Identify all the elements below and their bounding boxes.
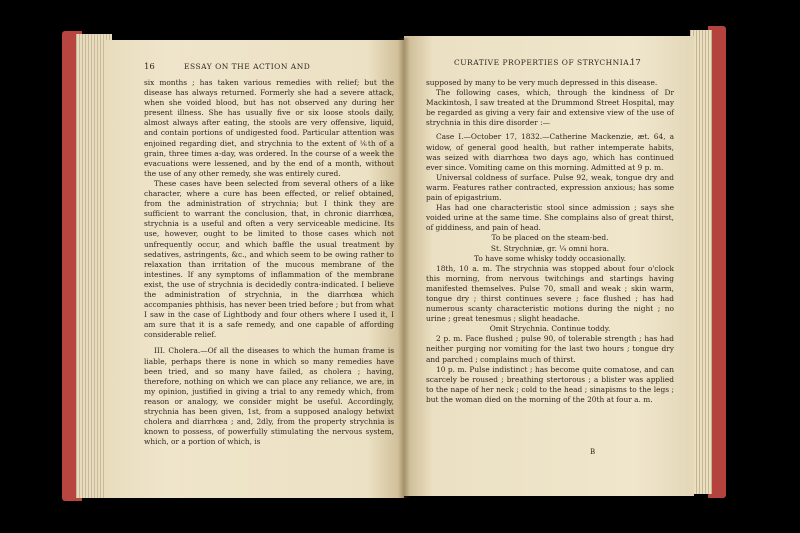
signature-mark: B: [590, 448, 596, 456]
prescription-line: Omit Strychnia. Continue toddy.: [489, 324, 611, 334]
page-number: 16: [144, 62, 155, 72]
page-body: [426, 78, 674, 405]
prescription-line: To be placed on the steam-bed.: [491, 233, 609, 243]
prescription-line: St. Strychniæ, gr. ¼ omni hora.: [490, 243, 610, 253]
paragraph: six months ; has taken various remedies with relief; but the disease has always returned. Formerly she had a severe attack, when she voided blood, but has not observed any during her present illness. She has usually five or six loose stools daily, almost always after eating, the stools are very offensive, liquid, and contain portions of undigested food. Particular attention was enjoined regarding diet, and strychnia to the extent of ⅙th of a grain, three times a-day, was ordered. In the course of a week the evacuations were lessened, and by the end of a month, without the use of any other remedy, she was entirely cured.: [144, 78, 394, 178]
paragraph: The following cases, which, through the kindness of Dr Mackintosh, I saw treated at the Drummond Street Hospital, may be regarded as giving a very fair and extensive view of the use of strychnia in this dire disorder :—: [426, 88, 674, 128]
paragraph: Universal coldness of surface. Pulse 92, weak, tongue dry and warm. Features rather contracted, expression anxious; has some pain of epigastrium.: [426, 172, 674, 203]
running-head: ESSAY ON THE ACTION AND: [184, 62, 311, 71]
page-number: 17: [630, 58, 641, 68]
left-page: [104, 40, 404, 498]
running-head: CURATIVE PROPERTIES OF STRYCHNIA.: [454, 58, 633, 67]
paragraph: Case I.—October 17, 1832.—Catherine Mackenzie, æt. 64, a widow, of general good health, but rather intemperate habits, was seized with diarrhœa two days ago, which has continued ever since. Vomiting came on this morning. Admitted at 9 p. m.: [426, 132, 674, 172]
right-page: [404, 36, 694, 496]
paragraph: III. Cholera.—Of all the diseases to which the human frame is liable, perhaps there is none in which so many remedies have been tried, and so many have failed, as cholera ; having, therefore, nothing on which we can place any reliance, we are, in my opinion, justified in giving a trial to any remedy which, from reason or analogy, we consider might be useful. Accordingly, strychnia has been given, 1st, from a supposed analogy betwixt cholera and diarrhœa ; and, 2dly, from the property strychnia is known to possess, of powerfully stimulating the nervous system, which, or a portion of which, is: [144, 346, 394, 447]
paragraph: These cases have been selected from several others of a like character, where a cure has been effected, or relief obtained, from the administration of strychnia; but I think they are sufficient to warrant the conclusion, that, in chronic diarrhœa, strychnia is a useful and often a very serviceable medicine. Its use, however, ought to be limited to those cases which not unfrequently occur, and which baffle the usual treatment by sedatives, astringents, &c., and which seem to be owing rather to relaxation than irritation of the mucous membrane of the intestines. If any symptoms of inflammation of the membrane exist, the use of strychnia is decidedly contra-indicated. I believe the administration of strychnia, in the diarrhœa which accompanies phthisis, has never been tried before ; but from what I saw in the case of Lightbody and four others where I used it, I am sure that it is a safe remedy, and one capable of affording considerable relief.: [144, 178, 394, 340]
page-body: [144, 78, 394, 447]
paragraph: Has had one characteristic stool since admission ; says she voided urine at the same time. She complains also of great thirst, of giddiness, and pain of head.: [426, 203, 674, 233]
paragraph: 2 p. m. Face flushed ; pulse 90, of tolerable strength ; has had neither purging nor vomiting for the last two hours ; tongue dry and parched ; complains much of thirst.: [426, 334, 674, 364]
prescription-line: To have some whisky toddy occasionally.: [473, 253, 627, 263]
paragraph: supposed by many to be very much depressed in this disease.: [426, 78, 658, 87]
paragraph: 10 p. m. Pulse indistinct ; has become quite comatose, and can scarcely be roused ; breathing stertorous ; a blister was applied to the nape of her neck ; cold to the head ; sinapisms to the legs ; but the woman died on the morning of the 20th at four a. m.: [426, 364, 674, 404]
book-gutter: [398, 38, 410, 498]
paragraph: 18th, 10 a. m. The strychnia was stopped about four o'clock this morning, from nervous twitchings and startings having manifested themselves. Pulse 70, small and weak ; skin warm, tongue dry ; thirst continues severe ; face flushed ; has had numerous scanty characteristic motions during the night ; no urine ; great tenesmus ; slight headache.: [426, 263, 674, 324]
